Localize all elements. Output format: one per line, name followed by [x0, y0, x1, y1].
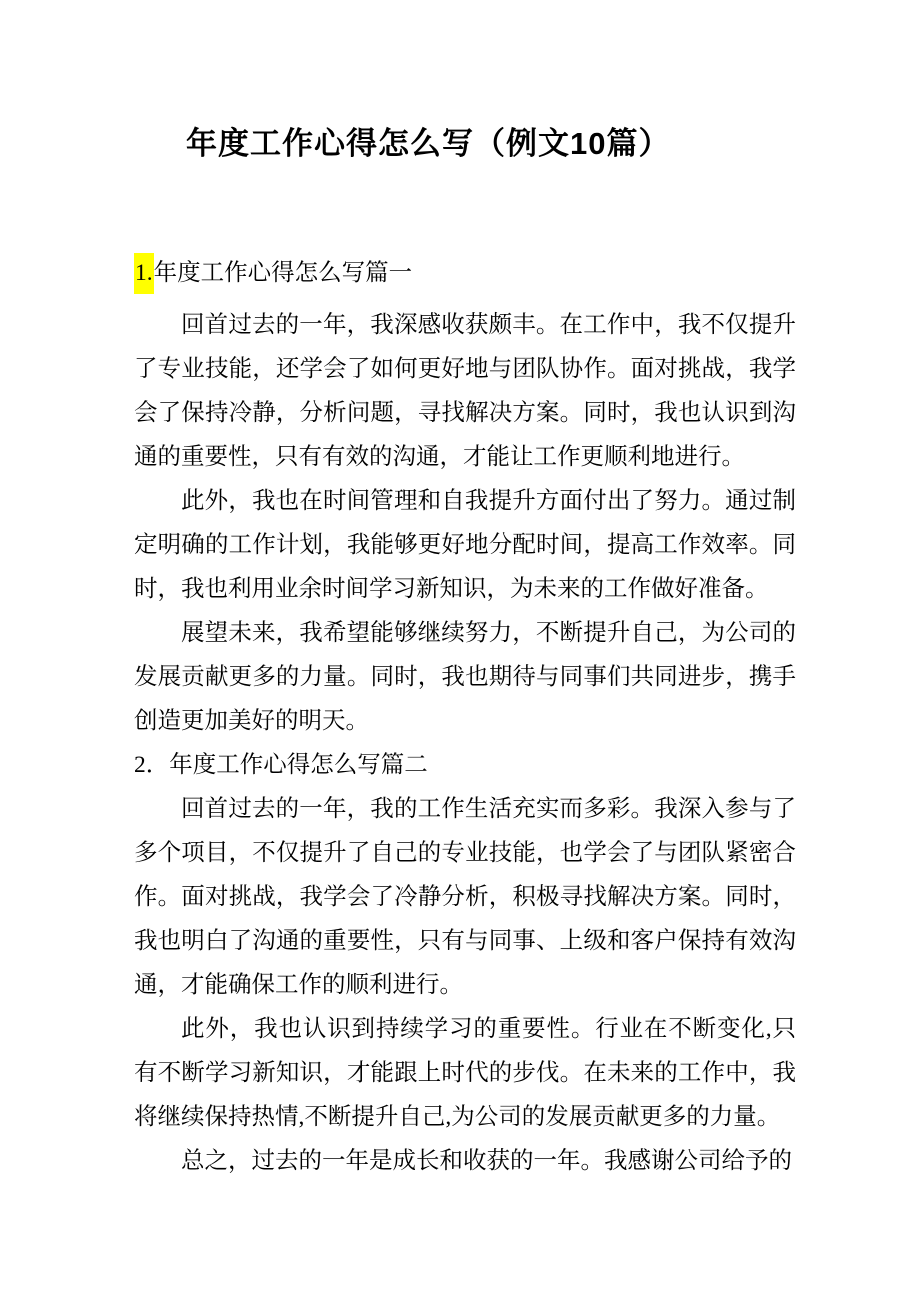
section-2-heading	[134, 743, 796, 787]
document-title: 年度工作心得怎么写（例文10篇）	[186, 126, 671, 161]
document-body	[134, 251, 796, 1183]
section-1-heading	[134, 251, 796, 295]
section-2-paragraph-1: 回首过去的一年，我的工作生活充实而多彩。我深入参与了多个项目，不仅提升了自己的专业技能，也学会了与团队紧密合作。面对挑战，我学会了冷静分析，积极寻找解决方案。同时，我也明白了沟通的重要性，只有与同事、上级和客户保持有效沟通，才能确保工作的顺利进行。	[134, 796, 796, 998]
section-1-heading-text: 年度工作心得怎么写篇一	[153, 260, 413, 286]
section-2-paragraph-3-truncated: 总之，过去的一年是成长和收获的一年。我感谢公司给予的	[181, 1148, 792, 1174]
section-2-marker: 2．	[134, 752, 170, 778]
section-1-paragraph-2: 此外，我也在时间管理和自我提升方面付出了努力。通过制定明确的工作计划，我能够更好地分配时间，提高工作效率。同时，我也利用业余时间学习新知识，为未来的工作做好准备。	[134, 488, 796, 602]
section-1-marker-highlighted: 1.	[134, 253, 154, 294]
section-1-paragraph-1: 回首过去的一年，我深感收获颇丰。在工作中，我不仅提升了专业技能，还学会了如何更好地与团队协作。面对挑战，我学会了保持冷静，分析问题，寻找解决方案。同时，我也认识到沟通的重要性，只有有效的沟通，才能让工作更顺利地进行。	[134, 312, 796, 470]
section-1-paragraph-3: 展望未来，我希望能够继续努力，不断提升自己，为公司的发展贡献更多的力量。同时，我也期待与同事们共同进步，携手创造更加美好的明天。	[134, 620, 796, 734]
section-2-paragraph-2: 此外，我也认识到持续学习的重要性。行业在不断变化,只有不断学习新知识，才能跟上时代的步伐。在未来的工作中，我将继续保持热情,不断提升自己,为公司的发展贡献更多的力量。	[134, 1016, 796, 1130]
section-2-heading-text: 年度工作心得怎么写篇二	[169, 752, 428, 778]
